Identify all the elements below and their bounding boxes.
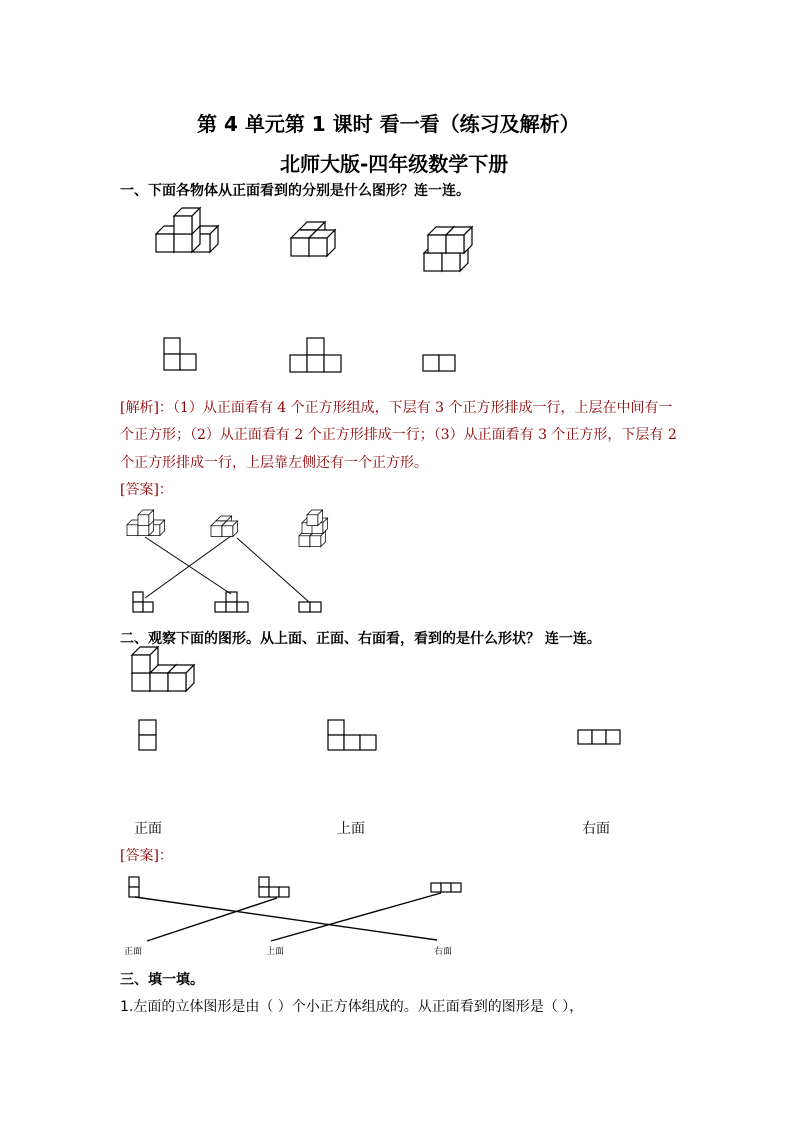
cube (446, 227, 472, 253)
solid-figure-4 (132, 653, 212, 703)
answer-diagram-2 (125, 875, 475, 955)
mini-view-a (129, 877, 139, 897)
solid-figure-1 (156, 214, 226, 254)
mini-view-b (215, 592, 248, 612)
question-1: 1.左面的立体图形是由（ ）个小正方体组成的。从正面看到的图形是（ ）， (120, 999, 584, 1015)
cube (168, 665, 194, 691)
mini-solid-3 (299, 510, 328, 547)
mini-view-c (431, 883, 461, 892)
view-shape-b (328, 720, 388, 760)
view-shape-c (578, 730, 628, 750)
mini-view-c (299, 602, 321, 612)
front-view-a (164, 338, 204, 378)
view-shape-a (139, 720, 169, 760)
answer-view-label-right: 右面 (434, 947, 453, 957)
answer-label-2: [答案]： (120, 848, 173, 864)
analysis-line-1: [解析]：（1）从正面看有 4 个正方形组成，下层有 3 个正方形排成一行，上层在中间有一 (120, 400, 673, 416)
section3-heading: 三、填一填。 (120, 972, 204, 988)
cube (174, 208, 200, 234)
answer-view-label-front: 正面 (124, 947, 143, 957)
view-label-top: 上面 (337, 821, 365, 837)
solid-figure-2 (291, 222, 351, 262)
page-subtitle: 北师大版-四年级数学下册 (280, 152, 509, 176)
answer-label-1: [答案]： (120, 482, 173, 498)
front-view-b (290, 338, 350, 378)
cube (132, 647, 158, 673)
section1-heading: 一、下面各物体从正面看到的分别是什么图形？连一连。 (120, 183, 470, 199)
solid-figure-3 (424, 213, 484, 273)
analysis-line-3: 个正方形排成一行，上层靠左侧还有一个正方形。 (120, 455, 428, 471)
answer-diagram-1 (125, 508, 385, 618)
view-label-front: 正面 (134, 821, 162, 837)
mini-solid-2 (211, 516, 238, 537)
connector-line (237, 538, 309, 602)
answer-view-label-top: 上面 (266, 947, 285, 957)
connector-line (271, 893, 441, 941)
mini-solid-1 (127, 510, 165, 536)
connector-line (147, 898, 277, 941)
mini-view-b (259, 877, 289, 897)
section2-heading: 二、观察下面的图形。从上面、正面、右面看，看到的是什么形状？ 连一连。 (120, 631, 601, 647)
view-label-right: 右面 (582, 821, 610, 837)
page-title: 第 4 单元第 1 课时 看一看（练习及解析） (197, 112, 580, 136)
analysis-line-2: 个正方形；（2）从正面看有 2 个正方形排成一行；（3）从正面看有 3 个正方形，下层有 2 (120, 427, 677, 443)
cube (309, 230, 335, 256)
front-view-c (423, 355, 463, 375)
connector-line (135, 897, 437, 940)
